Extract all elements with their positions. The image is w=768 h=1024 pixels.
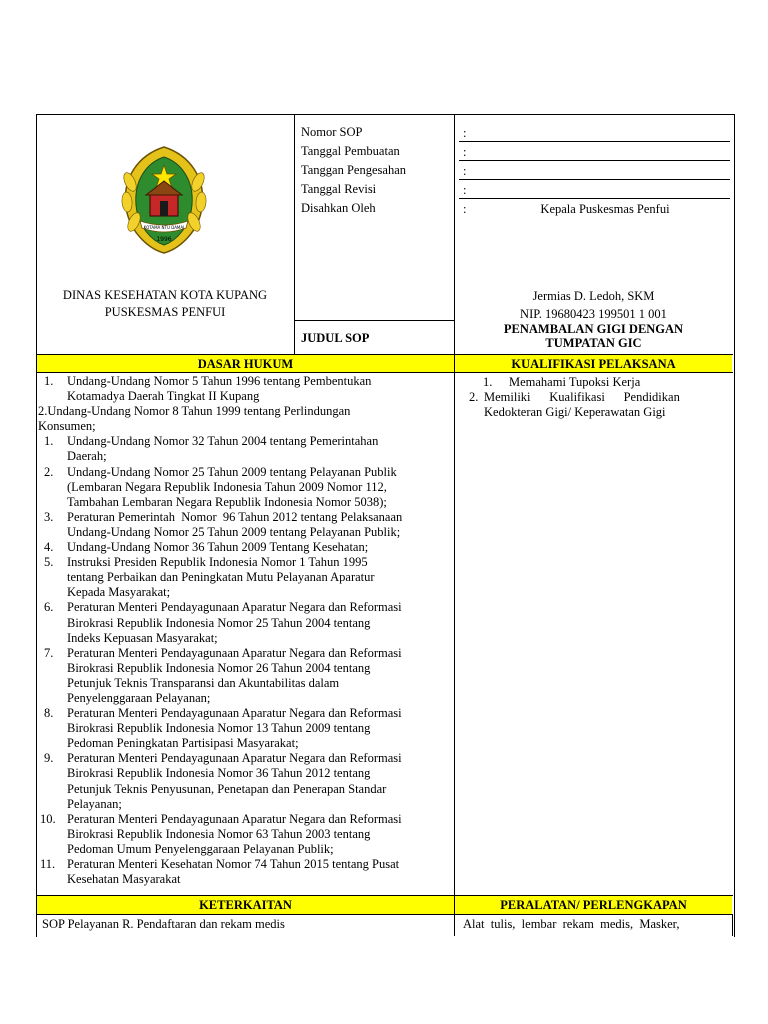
dasar-hukum-item-line: (Lembaran Negara Republik Indonesia Tahun 2009 Nomor 112,	[67, 479, 387, 494]
dasar-hukum-item	[38, 646, 452, 706]
dasar-hukum-item-line: Peraturan Menteri Pendayagunaan Aparatur Negara dan Reformasi	[67, 811, 402, 826]
divider-h-judul	[294, 320, 454, 321]
dasar-hukum-item-number: 8.	[44, 706, 54, 721]
dasar-hukum-item	[38, 706, 452, 751]
kualifikasi-item-2-num: 2.	[469, 390, 479, 404]
dasar-hukum-item-number: 10.	[40, 811, 56, 826]
dasar-hukum-item-line: Undang-Undang Nomor 32 Tahun 2004 tentang Pemerintahan	[67, 434, 379, 449]
keterkaitan-header: KETERKAITAN	[37, 896, 454, 914]
dasar-hukum-item-line: Petunjuk Teknis Transparansi dan Akuntabilitas dalam	[67, 675, 340, 690]
dasar-hukum-item-line: Birokrasi Republik Indonesia Nomor 13 Tahun 2009 tentang	[67, 721, 371, 736]
dasar-hukum-item-line: Pedoman Peningkatan Partisipasi Masyarakat;	[67, 736, 299, 751]
dasar-hukum-item-number: 1.	[44, 434, 54, 449]
kualifikasi-header: KUALIFIKASI PELAKSANA	[455, 355, 732, 372]
meta-label-disahkan-oleh: Disahkan Oleh	[301, 201, 376, 215]
dasar-hukum-item-line: Undang-Undang Nomor 25 Tahun 2009 tentang Pelayanan Publik;	[67, 524, 401, 539]
dasar-hukum-item-number: 6.	[44, 600, 54, 615]
meta-line-3	[459, 179, 730, 180]
dasar-hukum-item-line: 2.Undang-Undang Nomor 8 Tahun 1999 tentang Perlindungan	[38, 404, 351, 419]
dasar-hukum-item-line: Instruksi Presiden Republik Indonesia Nomor 1 Tahun 1995	[67, 555, 368, 570]
meta-colon-nomor-sop: :	[463, 126, 467, 140]
dasar-hukum-item	[38, 857, 452, 887]
dasar-hukum-item	[38, 600, 452, 645]
org-name-line2: PUSKESMAS PENFUI	[104, 305, 226, 319]
dasar-hukum-item	[38, 751, 452, 811]
peralatan-header: PERALATAN/ PERLENGKAPAN	[455, 896, 732, 914]
dasar-hukum-header: DASAR HUKUM	[37, 355, 454, 372]
dasar-hukum-item-line: Tambahan Lembaran Negara Republik Indonesia Nomor 5038);	[67, 494, 387, 509]
kualifikasi-item-2-cont: Kedokteran Gigi/ Keperawatan Gigi	[484, 405, 666, 419]
dasar-hukum-item-number: 5.	[44, 555, 54, 570]
dasar-hukum-item-line: Penyelenggaraan Pelayanan;	[67, 690, 211, 705]
meta-colon-tanggal-revisi: :	[463, 183, 467, 197]
dasar-hukum-item-number: 7.	[44, 645, 54, 660]
dasar-hukum-item	[38, 465, 452, 510]
dasar-hukum-item-line: Kotamadya Daerah Tingkat II Kupang	[67, 389, 260, 404]
dasar-hukum-item-line: Birokrasi Republik Indonesia Nomor 36 Tahun 2012 tentang	[67, 766, 371, 781]
dasar-hukum-item	[38, 404, 452, 434]
kupang-city-logo	[114, 137, 214, 257]
meta-label-tanggal-revisi: Tanggal Revisi	[301, 182, 377, 196]
meta-colon-tanggal-pengesahan: :	[463, 164, 467, 178]
dasar-hukum-item-line: Peraturan Menteri Pendayagunaan Aparatur Negara dan Reformasi	[67, 600, 402, 615]
dasar-hukum-item	[38, 374, 452, 404]
dasar-hukum-item-line: Peraturan Menteri Pendayagunaan Aparatur Negara dan Reformasi	[67, 706, 402, 721]
peralatan-text: Alat tulis, lembar rekam medis, Masker,	[463, 917, 680, 931]
dasar-hukum-item-line: tentang Perbaikan dan Peningkatan Mutu Pelayanan Aparatur	[67, 570, 375, 585]
org-name-line1: DINAS KESEHATAN KOTA KUPANG	[62, 288, 268, 302]
dasar-hukum-item-number: 3.	[44, 509, 54, 524]
dasar-hukum-item-number: 1.	[44, 374, 54, 388]
logo-year-text: 1996	[156, 236, 172, 243]
dasar-hukum-item-line: Pedoman Umum Penyelenggaraan Pelayanan Publik;	[67, 841, 334, 856]
dasar-hukum-item-line: Konsumen;	[38, 419, 96, 434]
dasar-hukum-item-number: 11.	[40, 857, 56, 871]
judul-sop-title-line1: PENAMBALAN GIGI DENGAN	[503, 322, 684, 336]
dasar-hukum-item-line: Daerah;	[67, 449, 107, 464]
approver-title: Kepala Puskesmas Penfui	[540, 202, 670, 216]
dasar-hukum-item-line: Kepada Masyarakat;	[67, 585, 171, 600]
dasar-hukum-item-line: Birokrasi Republik Indonesia Nomor 26 Tahun 2004 tentang	[67, 660, 371, 675]
dasar-hukum-item	[38, 540, 452, 555]
dasar-hukum-item-line: Peraturan Menteri Kesehatan Nomor 74 Tahun 2015 tentang Pusat	[67, 857, 400, 871]
dasar-hukum-item-line: Birokrasi Republik Indonesia Nomor 63 Tahun 2003 tentang	[67, 826, 371, 841]
dasar-hukum-item-number: 4.	[44, 540, 54, 555]
meta-line-2	[459, 160, 730, 161]
dasar-hukum-item-line: Undang-Undang Nomor 5 Tahun 1996 tentang Pembentukan	[67, 374, 372, 388]
dasar-hukum-list	[38, 374, 452, 887]
meta-label-nomor-sop: Nomor SOP	[301, 125, 363, 139]
keterkaitan-text: SOP Pelayanan R. Pendaftaran dan rekam medis	[42, 917, 285, 931]
dasar-hukum-item-number: 9.	[44, 751, 54, 766]
dasar-hukum-item-line: Petunjuk Teknis Penyusunan, Penetapan dan Penerapan Standar	[67, 781, 387, 796]
kualifikasi-item-2-text: Memiliki Kualifikasi Pendidikan	[484, 390, 680, 404]
divider-h-sec3	[36, 914, 733, 915]
dasar-hukum-item	[38, 812, 452, 857]
meta-label-tanggal-pembuatan: Tanggal Pembuatan	[301, 144, 400, 158]
meta-colon-disahkan-oleh: :	[463, 202, 467, 216]
dasar-hukum-item-line: Peraturan Menteri Pendayagunaan Aparatur Negara dan Reformasi	[67, 751, 402, 766]
dasar-hukum-item	[38, 510, 452, 540]
dasar-hukum-item-line: Indeks Kepuasan Masyarakat;	[67, 630, 218, 645]
dasar-hukum-item-number: 2.	[44, 464, 54, 479]
border-right-tail	[732, 914, 733, 936]
judul-sop-title-line2: TUMPATAN GIC	[545, 336, 642, 350]
dasar-hukum-item	[38, 434, 452, 464]
signer-name: Jermias D. Ledoh, SKM	[532, 289, 655, 303]
dasar-hukum-item-line: Peraturan Menteri Pendayagunaan Aparatur Negara dan Reformasi	[67, 645, 402, 660]
meta-line-1	[459, 141, 730, 142]
judul-sop-label: JUDUL SOP	[301, 331, 370, 345]
dasar-hukum-item-line: Undang-Undang Nomor 25 Tahun 2009 tentang Pelayanan Publik	[67, 464, 397, 479]
meta-line-4	[459, 198, 730, 199]
kualifikasi-item-1-num: 1.	[483, 375, 493, 389]
divider-v-logo	[294, 114, 295, 354]
divider-h-sec1	[36, 372, 733, 373]
dasar-hukum-item-line: Undang-Undang Nomor 36 Tahun 2009 Tentang Kesehatan;	[67, 540, 369, 555]
divider-v-main	[454, 114, 455, 936]
signer-nip: NIP. 19680423 199501 1 001	[520, 307, 667, 321]
meta-colon-tanggal-pembuatan: :	[463, 145, 467, 159]
meta-label-tanggal-pengesahan: Tanggan Pengesahan	[301, 163, 406, 177]
border-left-tail	[36, 914, 37, 936]
kualifikasi-item-1-text: Memahami Tupoksi Kerja	[509, 375, 641, 389]
dasar-hukum-item-line: Pelayanan;	[67, 796, 122, 811]
dasar-hukum-item-line: Birokrasi Republik Indonesia Nomor 25 Tahun 2004 tentang	[67, 615, 371, 630]
dasar-hukum-item-line: Kesehatan Masyarakat	[67, 872, 181, 887]
logo-motto-text: KOTAMA NTU DAMAI	[143, 225, 185, 230]
dasar-hukum-item-line: Peraturan Pemerintah Nomor 96 Tahun 2012 tentang Pelaksanaan	[67, 509, 403, 524]
dasar-hukum-item	[38, 555, 452, 600]
